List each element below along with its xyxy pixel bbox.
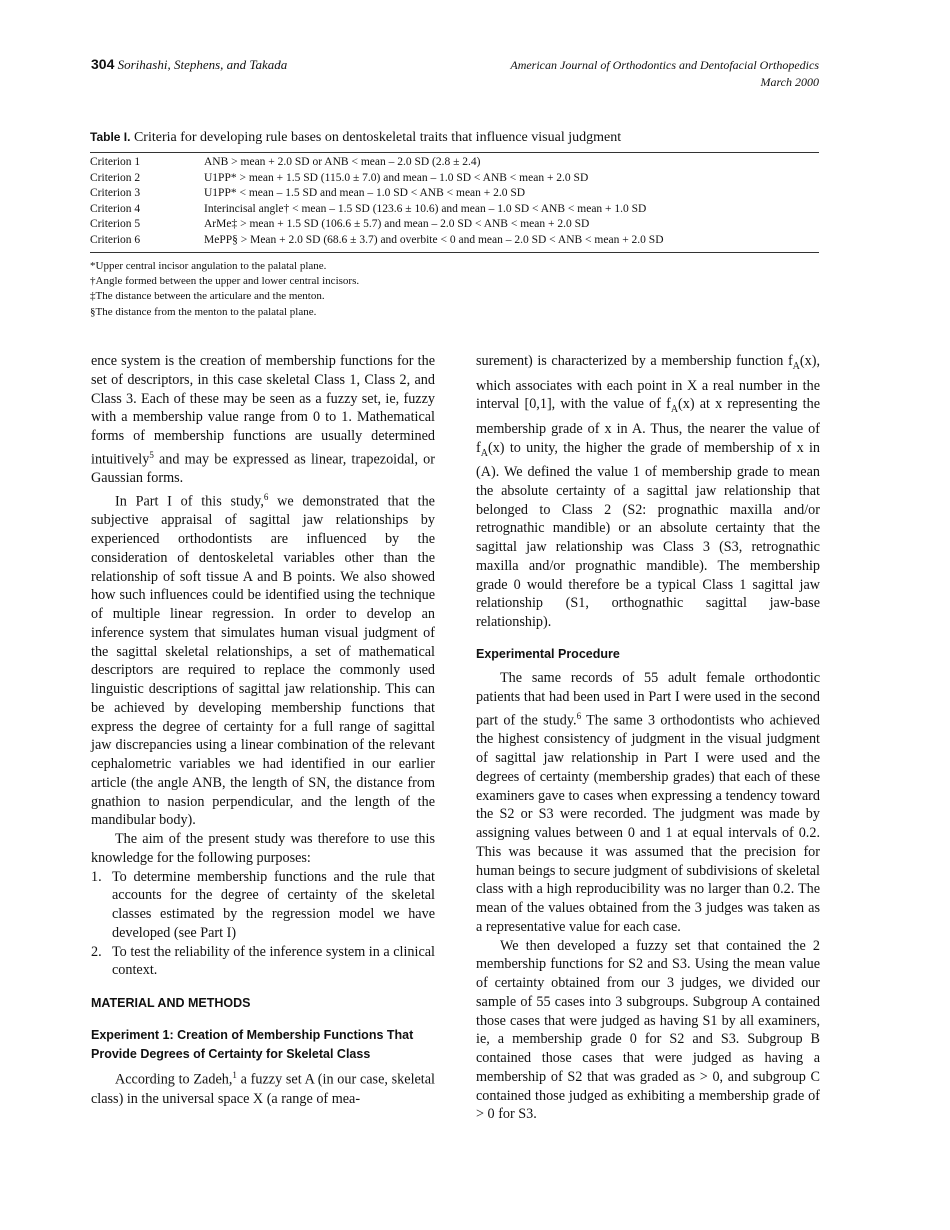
subsection-heading: Experimental Procedure (476, 646, 620, 661)
left-column (91, 352, 435, 1108)
reference-superscript: 6 (576, 710, 582, 721)
paragraph: surement) is characterized by a membership function $f_A(x)$, which associates with each point in X a real number in the interval [0,1], with the value of $f_A(x)$ at x representing the membership grade of x in A. Thus, the nearer the value of $f_A(x)$ to unity, the higher the grade of membership of x in (A). We defined the value 1 of membership grade to mean the absolute certainty of a sagittal jaw relationship that belonged to Class 2 (S2: prognathic maxilla and/or retrognathic mandible) or an absolute certainty that the sagittal jaw relationship was Class 3 (S3, retrognathic maxilla and/or prognathic mandible). The membership grade 0 would therefore be a typical Class 1 sagittal jaw relationship (S1, orthognathic sagittal jaw-base relationship). (476, 353, 820, 631)
footnote: §The distance from the menton to the palatal plane. (90, 305, 317, 318)
criterion-name: Criterion 3 (90, 187, 141, 199)
journal-name: American Journal of Orthodontics and Dentofacial Orthopedics (510, 58, 819, 72)
reference-superscript: 5 (149, 449, 154, 460)
criterion-rule: MePP§ > Mean + 2.0 SD (68.6 ± 3.7) and overbite < 0 and mean – 2.0 SD < ANB < mean + 2.0 SD (204, 233, 664, 246)
page-number: 304 (91, 56, 115, 72)
reference-superscript: 6 (263, 491, 269, 502)
paragraph: The same records of 55 adult female orthodontic patients that had been used in Part I were used in the second part of the study.$^6$ The same 3 orthodontists who achieved the highest consistency of judgment in the visual judgment of sagittal jaw relationship in Part I were used and the degrees of certainty (membership grades) that each of these examiners gave to cases when expressing a tendency toward the S2 or S3 were recorded. The judgment was made by assigning values between 0 and 1 at equal intervals of 0.2. This was because it was assumed that the precision for human beings to secure judgment of subdivisions of skeletal class with a high reproducibility was no larger than 0.2. The mean of the values obtained from the 3 judges was taken as a representative value for each case. (476, 670, 820, 935)
section-heading: MATERIAL AND METHODS (91, 996, 251, 1011)
criteria-table (90, 156, 819, 249)
criterion-name: Criterion 6 (90, 233, 141, 246)
criterion-rule: ArMe‡ > mean + 1.5 SD (106.6 ± 5.7) and mean – 2.0 SD < ANB < mean + 2.0 SD (204, 218, 590, 230)
running-authors: Sorihashi, Stephens, and Takada (117, 57, 288, 72)
criterion-rule: Interincisal angle† < mean – 1.5 SD (123.6 ± 10.6) and mean – 1.0 SD < ANB < mean + 1.0 SD (204, 202, 647, 215)
criterion-name: Criterion 5 (90, 218, 141, 230)
paragraph: The aim of the present study was therefore to use this knowledge for the following purposes: (91, 831, 435, 866)
table-row (90, 156, 819, 172)
table-row (90, 187, 819, 203)
running-header-right (510, 57, 819, 91)
table-row (90, 203, 819, 219)
purpose-list (91, 868, 435, 981)
paragraph: According to Zadeh,$^1$ a fuzzy set A (in our case, skeletal class) in the universal space X (a range of mea- (91, 1070, 435, 1107)
table-row (90, 218, 819, 234)
footnote: *Upper central incisor angulation to the palatal plane. (90, 260, 327, 272)
criterion-name: Criterion 4 (90, 202, 141, 215)
table-title: Criteria for developing rule bases on dentoskeletal traits that influence visual judgment (133, 130, 622, 145)
criterion-rule: U1PP* < mean – 1.5 SD and mean – 1.0 SD < ANB < mean + 2.0 SD (204, 187, 526, 199)
list-item: 2. To test the reliability of the inference system in a clinical context. (91, 943, 435, 979)
reference-superscript: 1 (232, 1070, 237, 1081)
table-top-rule (90, 152, 819, 153)
criterion-name: Criterion 1 (90, 156, 141, 168)
paragraph: ence system is the creation of membership functions for the set of descriptors, in this case skeletal Class 1, Class 2, and Class 3. Each of these may be seen as a fuzzy set, ie, fuzzy with a membership value range from 0 to 1. Mathematical forms of membership functions are usually determined intuitively$^5$ and may be expressed as linear, trapezoidal, or Gaussian forms. (91, 353, 435, 487)
footnote: †Angle formed between the upper and lower central incisors. (90, 275, 360, 288)
criterion-name: Criterion 2 (90, 171, 141, 184)
table-row (90, 172, 819, 188)
running-header-left (91, 56, 287, 73)
right-column (476, 352, 820, 1124)
table-footnotes (90, 259, 819, 320)
subsection-heading: Experiment 1: Creation of Membership Functions That Provide Degrees of Certainty for Skeletal Class (91, 1028, 414, 1061)
footnote: ‡The distance between the articulare and the menton. (90, 290, 325, 303)
list-item: 1. To determine membership functions and the rule that accounts for the degree of certainty of the skeletal classes estimated by the regression model we have developed (see Part I) (91, 868, 435, 941)
table-label: Table I. (90, 130, 131, 144)
table-row (90, 234, 819, 250)
criteria-table-block (90, 130, 819, 320)
table-caption (90, 130, 819, 146)
criterion-rule: U1PP* > mean + 1.5 SD (115.0 ± 7.0) and mean – 1.0 SD < ANB < mean + 2.0 SD (204, 171, 589, 184)
table-bottom-rule (90, 252, 819, 253)
criterion-rule: ANB > mean + 2.0 SD or ANB < mean – 2.0 SD (2.8 ± 2.4) (204, 156, 481, 168)
journal-issue: March 2000 (760, 75, 819, 89)
paragraph: We then developed a fuzzy set that contained the 2 membership functions for S2 and S3. Using the mean value of certainty obtained from our 3 judges, we divided our sample of 55 cases into 3 subgroups. Subgroup A contained those cases that were judged as having S1 by all examiners, ie, a membership grade 0 for S2 and S3. Subgroup B contained those cases that were judged as having a membership of S2 that was graded as > 0, and subgroup C contained those judged as exhibiting a membership grade of > 0 for S3. (476, 937, 820, 1123)
paragraph: In Part I of this study,$^6$ we demonstrated that the subjective appraisal of sagittal jaw relationships by experienced orthodontists are influenced by the consideration of dentoskeletal variables other than the relationship of soft tissue A and B points. We also showed how such influences could be identified using the technique of multiple linear regression. In order to develop an inference system that simulates human visual judgment of the sagittal skeletal relationships, a set of mathematical descriptors are required to replace the commonly used linguistic descriptions of sagittal jaw relationship. This can be achieved by developing membership functions that express the degree of certainty for a full range of sagittal jaw discrepancies using a linear combination of the relevant cephalometric variables we had identified in our earlier article (the angle ANB, the length of SN, the distance from gnathion to nasion perpendicular, and the length of the mandibular body). (91, 491, 435, 829)
